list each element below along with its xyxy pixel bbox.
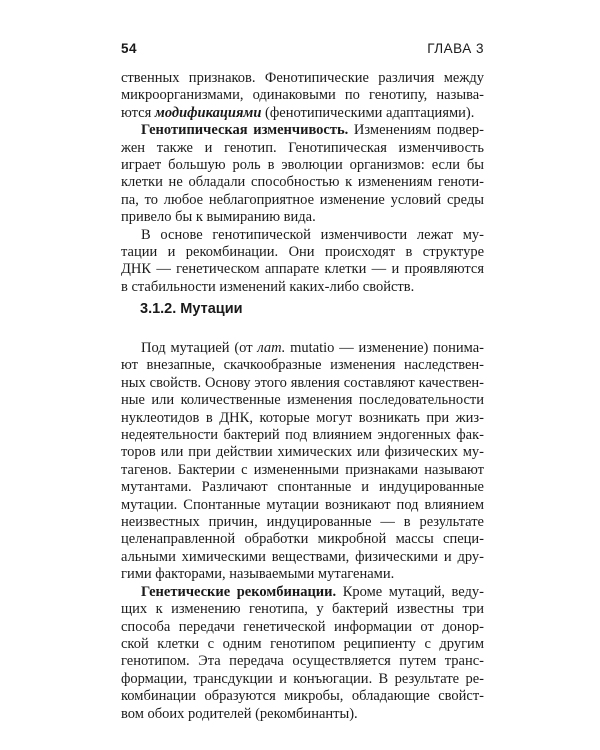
text-line: тагенов. Бактерии с измененными признаками называют xyxy=(121,461,484,478)
text-line-wrap xyxy=(121,357,484,374)
text-line: привело бы к вымиранию вида. xyxy=(121,209,316,226)
text-line-wrap xyxy=(121,671,484,688)
text-line: ные или количественные изменения последовательности xyxy=(121,392,484,409)
text-line-wrap xyxy=(121,444,484,461)
text-line: клетки не обладали способностью к изменениям геноти- xyxy=(121,174,484,191)
chapter-title: ГЛАВА 3 xyxy=(427,41,484,56)
text-line: неизвестных причин, индуцированные — в результате xyxy=(121,514,484,531)
text-line: альными химическими веществами, физическими и дру- xyxy=(121,548,484,565)
text-line: ют внезапные, скачкообразные изменения наследствен- xyxy=(121,357,484,374)
text-line-wrap xyxy=(121,479,484,496)
paragraph-continuation xyxy=(121,70,484,87)
text-line-wrap xyxy=(121,531,484,548)
text-line-wrap xyxy=(121,410,484,427)
page-number: 54 xyxy=(121,41,138,56)
paragraph-mutation-definition xyxy=(121,340,484,357)
text-line-wrap xyxy=(121,601,484,618)
paragraph-mutations-recombinations xyxy=(121,227,484,244)
text-line-wrap xyxy=(121,653,484,670)
text-line: мутации. Спонтанные мутации возникают под влиянием xyxy=(121,496,484,513)
term-genotypic-variability: Генотипическая изменчивость. xyxy=(141,122,349,139)
text-line: Изменениям подвер- xyxy=(348,122,484,139)
text-line: торов или при действии химических или физических му- xyxy=(121,444,484,461)
text-line: вом обоих родителей (рекомбинанты). xyxy=(121,705,358,722)
text-line: щих к изменению генотипа, у бактерий известны три xyxy=(121,601,484,618)
text-line-wrap xyxy=(121,140,484,157)
text-line: Кроме мутаций, веду- xyxy=(336,583,485,600)
text-line-wrap xyxy=(121,706,484,723)
text-line-wrap xyxy=(121,619,484,636)
text-line: ных свойств. Основу этого явления составляют качествен- xyxy=(121,374,484,391)
text-line: целенаправленной обработки микробной массы специ- xyxy=(121,531,484,548)
text-line-wrap xyxy=(121,427,484,444)
text-line: (фенотипическими адаптациями). xyxy=(261,104,475,121)
text-line-wrap xyxy=(121,514,484,531)
text-line: микроорганизмами, одинаковыми по генотипу, называ- xyxy=(121,87,484,104)
paragraph-genotypic-variability xyxy=(121,122,484,139)
text-line-wrap xyxy=(121,192,484,209)
text-line: жен также и генотип. Генотипическая изменчивость xyxy=(121,139,484,156)
text-line-wrap xyxy=(121,174,484,191)
text-line-wrap xyxy=(121,462,484,479)
emphasis-term-modifications: модификациями xyxy=(154,104,262,121)
text-line-wrap xyxy=(121,688,484,705)
text-line: гими факторами, называемыми мутагенами. xyxy=(121,566,395,583)
text-line: ской клетки с одним генотипом реципиенту с другим xyxy=(121,635,484,652)
text-line-wrap xyxy=(121,87,484,104)
text-block-top xyxy=(121,70,484,296)
text-line: mutatio — изменение) понима- xyxy=(285,340,485,356)
paragraph-genetic-recombinations xyxy=(121,584,484,601)
text-line: Под мутацией (от xyxy=(141,340,258,356)
term-genetic-recombinations: Генетические рекомбинации. xyxy=(141,583,337,600)
text-line: играет большую роль в эволюции организмов: если бы xyxy=(121,157,484,174)
text-line-wrap xyxy=(121,279,484,296)
text-line: ДНК — генетическом аппарате клетки — и проявляются xyxy=(121,261,484,278)
text-line: в стабильности изменений каких-либо свойств. xyxy=(121,278,415,295)
text-line: комбинации образуются микробы, обладающие свойст- xyxy=(121,688,484,705)
text-line-wrap xyxy=(121,549,484,566)
text-line: ются xyxy=(121,104,155,121)
text-line-wrap xyxy=(121,261,484,278)
text-line: тации и рекомбинации. Они происходят в структуре xyxy=(121,244,484,261)
text-line: мутантами. Различают спонтанные и индуцированные xyxy=(121,479,484,496)
text-line: формации, трансдукции и конъюгации. В результате ре- xyxy=(121,670,484,687)
text-line: нуклеотидов в ДНК, которые могут возникать при жиз- xyxy=(121,409,484,426)
text-line: недеятельности бактерий под влиянием эндогенных фак- xyxy=(121,427,484,444)
text-line-wrap xyxy=(121,105,484,122)
emphasis-lat: лат. xyxy=(257,340,286,356)
section-heading: 3.1.2. Мутации xyxy=(140,301,243,317)
text-line-wrap xyxy=(121,244,484,261)
text-line-wrap xyxy=(121,497,484,514)
text-line-wrap xyxy=(121,375,484,392)
text-line: генотипом. Эта передача осуществляется путем транс- xyxy=(121,653,484,670)
text-line-wrap xyxy=(121,636,484,653)
text-line: ственных признаков. Фенотипические различия между xyxy=(121,70,484,86)
text-line: В основе генотипической изменчивости лежат му- xyxy=(141,226,484,243)
text-line-wrap xyxy=(121,209,484,226)
text-line-wrap xyxy=(121,157,484,174)
text-line: способа передачи генетической информации от донор- xyxy=(121,618,484,635)
text-block-bottom xyxy=(121,340,484,723)
text-line-wrap xyxy=(121,392,484,409)
text-line: па, то любое неблагоприятное изменение условий среды xyxy=(121,191,484,208)
text-line-wrap xyxy=(121,566,484,583)
